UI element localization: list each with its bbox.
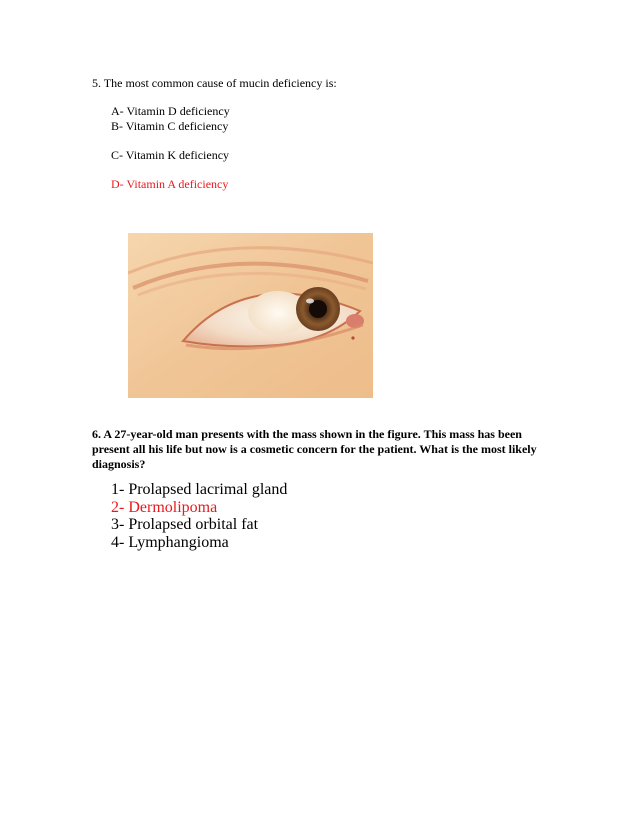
q5-option-a: A- Vitamin D deficiency <box>111 104 230 118</box>
q5-option-d-correct: D- Vitamin A deficiency <box>111 177 229 191</box>
q6-option-1: 1- Prolapsed lacrimal gland <box>111 481 288 498</box>
q6-option-2-correct: 2- Dermolipoma <box>111 498 218 516</box>
question-6-options <box>111 481 287 551</box>
q5-option-c: C- Vitamin K deficiency <box>111 148 230 162</box>
q5-option-b: B- Vitamin C deficiency <box>111 119 229 133</box>
eye-photo-icon <box>128 233 373 398</box>
q6-option-3: 3- Prolapsed orbital fat <box>111 516 259 533</box>
q6-option-4: 4- Lymphangioma <box>111 533 229 551</box>
question-6-stem: 6. A 27-year-old man presents with the mass shown in the figure. This mass has been present all his life but now is a cosmetic concern for the patient. What is the most likely diagnosis? <box>92 427 537 471</box>
question-5-stem: 5. The most common cause of mucin deficiency is: <box>92 76 337 90</box>
